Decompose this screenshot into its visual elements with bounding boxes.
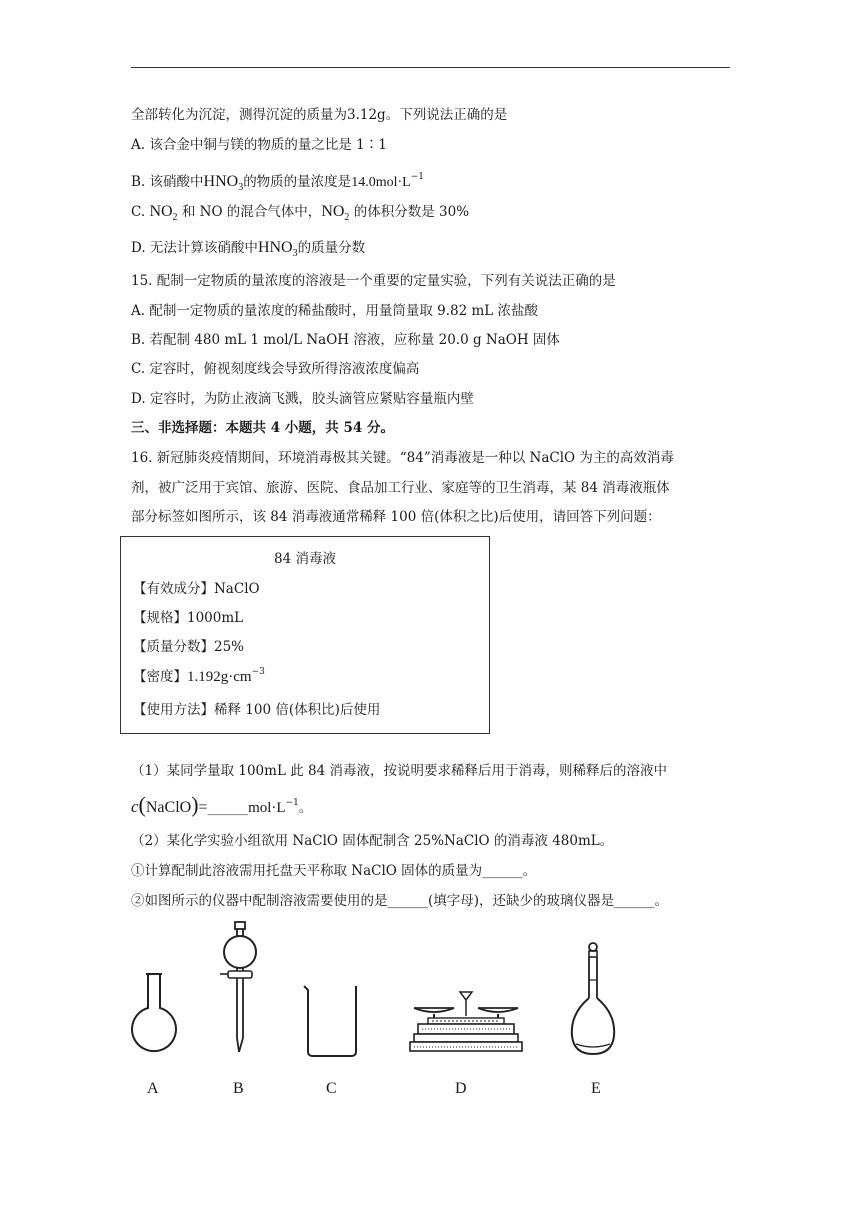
label-usage: 【使用方法】稀释 100 倍(体积比)后使用 (133, 702, 381, 718)
label-spec: 【规格】1000mL (133, 610, 244, 626)
label-mass-fraction: 【质量分数】25% (133, 639, 245, 655)
header-rule (131, 67, 730, 68)
q16-part1-line1: （1）某同学量取 100mL 此 84 消毒液，按说明要求稀释后用于消毒，则稀释后的溶液中 (131, 763, 667, 779)
q15-option-b: B. 若配制 480 mL 1 mol/L NaOH 溶液，应称量 20.0 g NaOH 固体 (131, 332, 560, 348)
q14-option-c: C. $NO_2$ 和 NO 的混合气体中，$NO_2$ 的体积分数是 30% (131, 203, 470, 223)
q15-stem: 15. 配制一定物质的量浓度的溶液是一个重要的定量实验，下列有关说法正确的是 (131, 273, 616, 289)
round-bottom-flask-icon (124, 968, 184, 1060)
apparatus-label-e: E (591, 1080, 601, 1097)
volumetric-flask-icon (566, 940, 620, 1060)
q14-option-d: D. 无法计算该硝酸中$HNO_3$的质量分数 (131, 239, 366, 259)
q16-stem-line2: 剂，被广泛用于宾馆、旅游、医院、食品加工行业、家庭等的卫生消毒，某 84 消毒液瓶体 (131, 480, 670, 496)
q16-part2: （2）某化学实验小组欲用 NaClO 固体配制含 25%NaClO 的消毒液 480mL。 (131, 833, 614, 849)
label-density: 【密度】$1.192g\cdot cm^{-3}$ (133, 667, 265, 685)
label-title: 84 消毒液 (274, 551, 336, 567)
q14-option-b: B. 该硝酸中$HNO_3$的物质的量浓度是$14.0mol\cdot L^{-1}$ (131, 172, 424, 193)
q16-part2-item2: ②如图所示的仪器中配制溶液需要使用的是______(填字母)，还缺少的玻璃仪器是______。 (131, 893, 669, 909)
answer-blank: ______ (207, 800, 249, 816)
separatory-funnel-icon (212, 920, 268, 1060)
q15-option-c: C. 定容时，俯视刻度线会导致所得溶液浓度偏高 (131, 361, 420, 377)
formula-no2: $NO_2$ (321, 203, 350, 223)
q16-part1-line2: $c(NaClO)=\_\_\_\_\_\_mol\cdot L^{-1}$。 (131, 792, 313, 817)
balance-icon (406, 986, 526, 1060)
q16-part2-item1: ①计算配制此溶液需用托盘天平称取 NaClO 固体的质量为______。 (131, 863, 537, 879)
formula-hno3: $HNO_3$ (257, 239, 298, 259)
formula-no2: $NO_2$ (149, 203, 178, 223)
label-ingredient: 【有效成分】NaClO (133, 581, 260, 597)
apparatus-label-a: A (147, 1080, 159, 1097)
apparatus-label-b: B (233, 1080, 244, 1097)
beaker-icon (300, 982, 364, 1060)
q16-stem-line3: 部分标签如图所示，该 84 消毒液通常稀释 100 倍(体积之比)后使用，请回答下列问题： (131, 509, 661, 525)
apparatus-label-d: D (455, 1080, 467, 1097)
section-heading: 三、非选择题：本题共 4 小题，共 54 分。 (131, 420, 394, 436)
apparatus-label-c: C (326, 1080, 337, 1097)
formula-hno3: $HNO_3$ (203, 173, 244, 193)
q14-option-a: A. 该合金中铜与镁的物质的量之比是 1∶1 (131, 137, 387, 153)
q16-stem-line1: 16. 新冠肺炎疫情期间，环境消毒极其关键。“84”消毒液是一种以 NaClO 为主的高效消毒 (131, 450, 674, 466)
q14-continuation: 全部转化为沉淀，测得沉淀的质量为3.12g。下列说法正确的是 (131, 107, 508, 123)
q15-option-a: A. 配制一定物质的量浓度的稀盐酸时，用量筒量取 9.82 mL 浓盐酸 (131, 303, 539, 319)
disinfectant-label-box (120, 536, 490, 734)
q15-option-d: D. 定容时，为防止液滴飞溅，胶头滴管应紧贴容量瓶内壁 (131, 391, 474, 407)
